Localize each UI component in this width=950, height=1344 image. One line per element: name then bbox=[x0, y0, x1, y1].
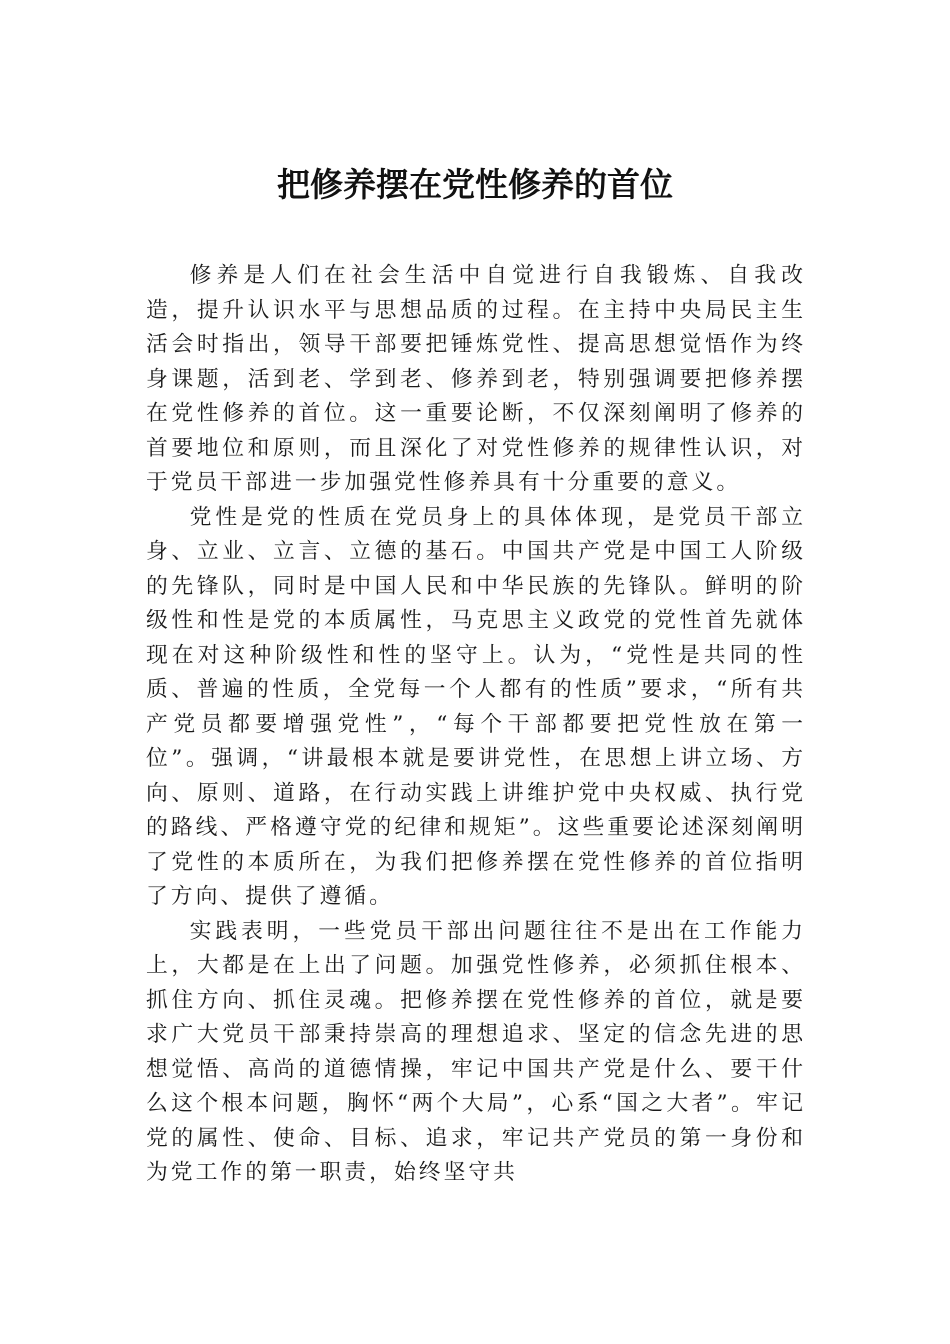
document-title: 把修养摆在党性修养的首位 bbox=[277, 165, 673, 204]
paragraph-1: 修养是人们在社会生活中自觉进行自我锻炼、自我改造，提升认识水平与思想品质的过程。在主持中央局民主生活会时指出，领导干部要把锤炼党性、提高思想觉悟作为终身课题，活到老、学到老、修养到老，特别强调要把修养摆在党性修养的首位。这一重要论断，不仅深刻阐明了修养的首要地位和原则，而且深化了对党性修养的规律性认识，对于党员干部进一步加强党性修养具有十分重要的意义。 bbox=[146, 263, 806, 495]
paragraph-3: 实践表明，一些党员干部出问题往往不是出在工作能力上，大都是在上出了问题。加强党性修养，必须抓住根本、抓住方向、抓住灵魂。把修养摆在党性修养的首位，就是要求广大党员干部秉持崇高的理想追求、坚定的信念先进的思想觉悟、高尚的道德情操，牢记中国共产党是什么、要干什么这个根本问题，胸怀“两个大局”，心系“国之大者”。牢记党的属性、使命、目标、追求，牢记共产党员的第一身份和为党工作的第一职责，始终坚守共 bbox=[146, 918, 806, 1185]
paragraph-2: 党性是党的性质在党员身上的具体体现，是党员干部立身、立业、立言、立德的基石。中国共产党是中国工人阶级的先锋队，同时是中国人民和中华民族的先锋队。鲜明的阶级性和性是党的本质属性，马克思主义政党的党性首先就体现在对这种阶级性和性的坚守上。认为，“党性是共同的性质、普遍的性质，全党每一个人都有的性质”要求，“所有共产党员都要增强党性”，“每个干部都要把党性放在第一位”。强调，“讲最根本就是要讲党性，在思想上讲立场、方向、原则、道路，在行动实践上讲维护党中央权威、执行党的路线、严格遵守党的纪律和规矩”。这些重要论述深刻阐明了党性的本质所在，为我们把修养摆在党性修养的首位指明了方向、提供了遵循。 bbox=[146, 504, 806, 909]
document-body bbox=[146, 259, 806, 1191]
